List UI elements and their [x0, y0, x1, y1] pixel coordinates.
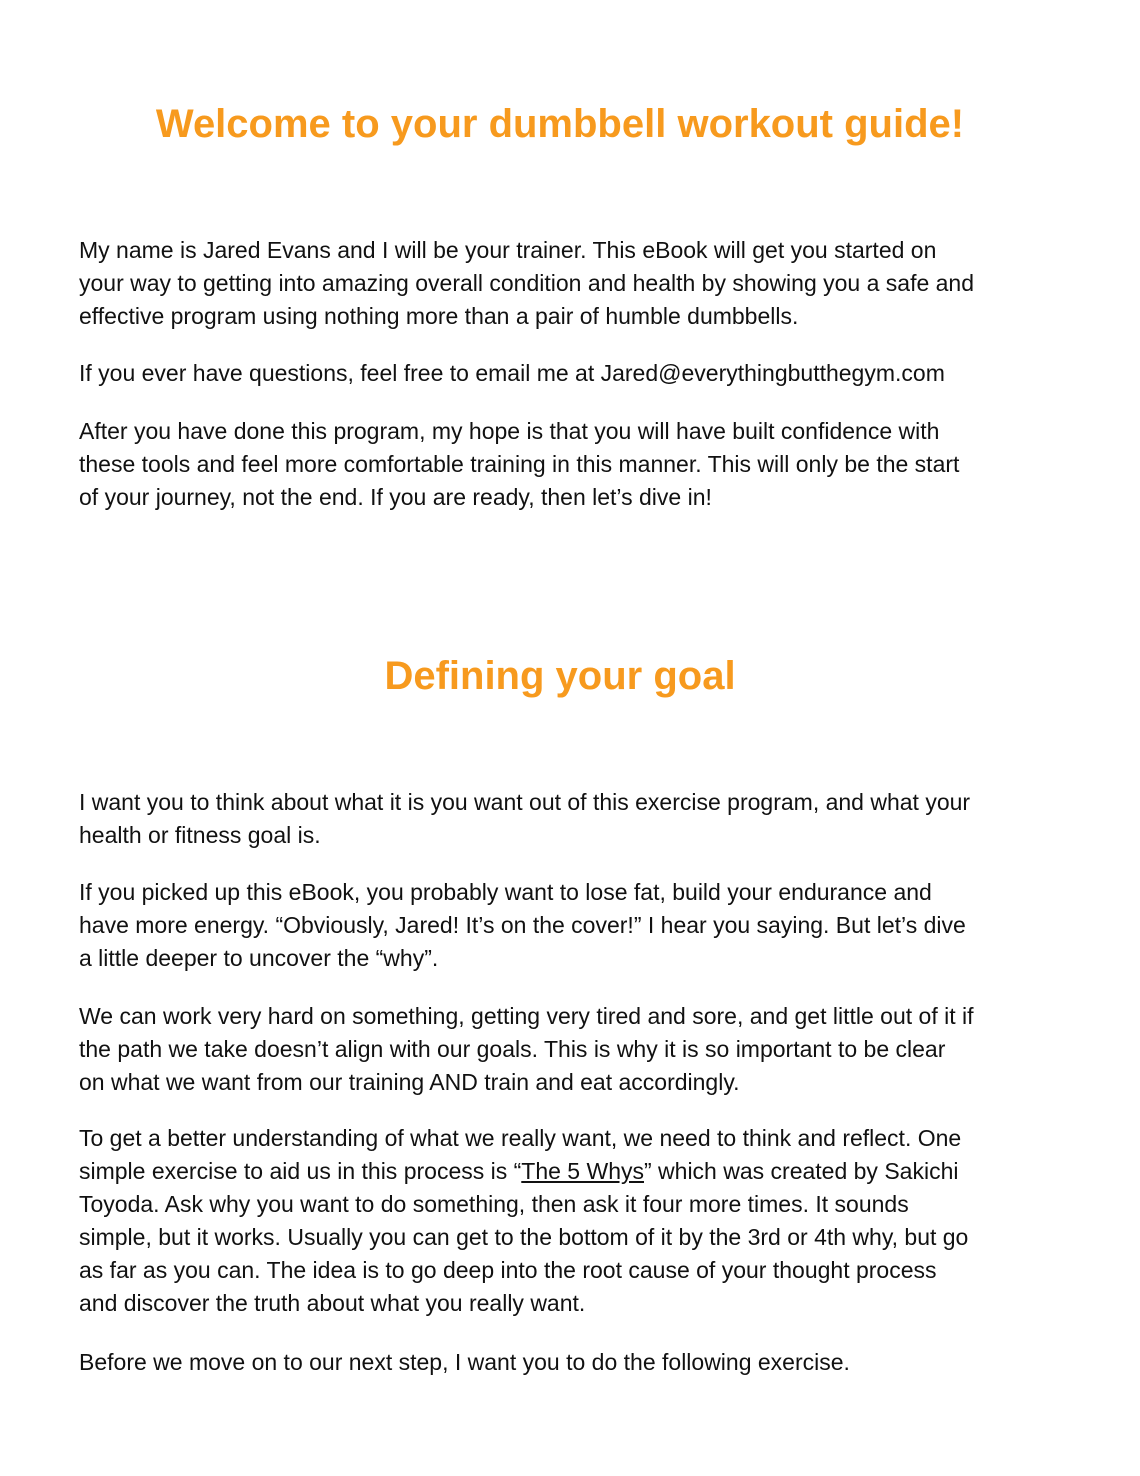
- five-whys-paragraph: [79, 1122, 1069, 1320]
- exercise-paragraph: Before we move on to our next step, I want you to do the following exercise.: [79, 1349, 850, 1375]
- text-line: My name is Jared Evans and I will be your trainer. This eBook will get you started on: [79, 237, 937, 263]
- hope-paragraph: [79, 415, 1069, 514]
- text-line: I want you to think about what it is you want out of this exercise program, and what your: [79, 789, 971, 815]
- path-paragraph: [79, 1000, 1069, 1099]
- text-line: Toyoda. Ask why you want to do something, then ask it four more times. It sounds: [79, 1191, 909, 1217]
- text-line: and discover the truth about what you really want.: [79, 1290, 586, 1316]
- goal-paragraph: [79, 786, 1069, 852]
- contact-paragraph: If you ever have questions, feel free to email me at Jared@everythingbutthegym.com: [79, 360, 945, 386]
- text-line: as far as you can. The idea is to go deep into the root cause of your thought process: [79, 1257, 937, 1283]
- text-line: After you have done this program, my hope is that you will have built confidence with: [79, 418, 940, 444]
- text-line: simple exercise to aid us in this process is “: [79, 1158, 522, 1184]
- section-title: Defining your goal: [384, 654, 736, 698]
- text-line: ” which was created by Sakichi: [644, 1158, 959, 1184]
- intro-paragraph: [79, 234, 1069, 333]
- text-line: on what we want from our training AND train and eat accordingly.: [79, 1069, 740, 1095]
- five-whys-link[interactable]: The 5 Whys: [521, 1158, 644, 1184]
- text-line: of your journey, not the end. If you are ready, then let’s dive in!: [79, 484, 712, 510]
- text-line: If you picked up this eBook, you probably want to lose fat, build your endurance and: [79, 879, 932, 905]
- text-line: To get a better understanding of what we really want, we need to think and reflect. One: [79, 1125, 962, 1151]
- text-line: effective program using nothing more than a pair of humble dumbbells.: [79, 303, 799, 329]
- text-line: simple, but it works. Usually you can get to the bottom of it by the 3rd or 4th why, but go: [79, 1224, 969, 1250]
- ebook-paragraph: [79, 876, 1069, 975]
- text-line: We can work very hard on something, getting very tired and sore, and get little out of it if: [79, 1003, 974, 1029]
- text-line: have more energy. “Obviously, Jared! It’s on the cover!” I hear you saying. But let’s dive: [79, 912, 966, 938]
- text-line: your way to getting into amazing overall condition and health by showing you a safe and: [79, 270, 975, 296]
- text-line: these tools and feel more comfortable training in this manner. This will only be the start: [79, 451, 960, 477]
- text-line: a little deeper to uncover the “why”.: [79, 945, 439, 971]
- page-title: Welcome to your dumbbell workout guide!: [155, 102, 965, 146]
- text-line: the path we take doesn’t align with our goals. This is why it is so important to be clear: [79, 1036, 946, 1062]
- text-line: health or fitness goal is.: [79, 822, 321, 848]
